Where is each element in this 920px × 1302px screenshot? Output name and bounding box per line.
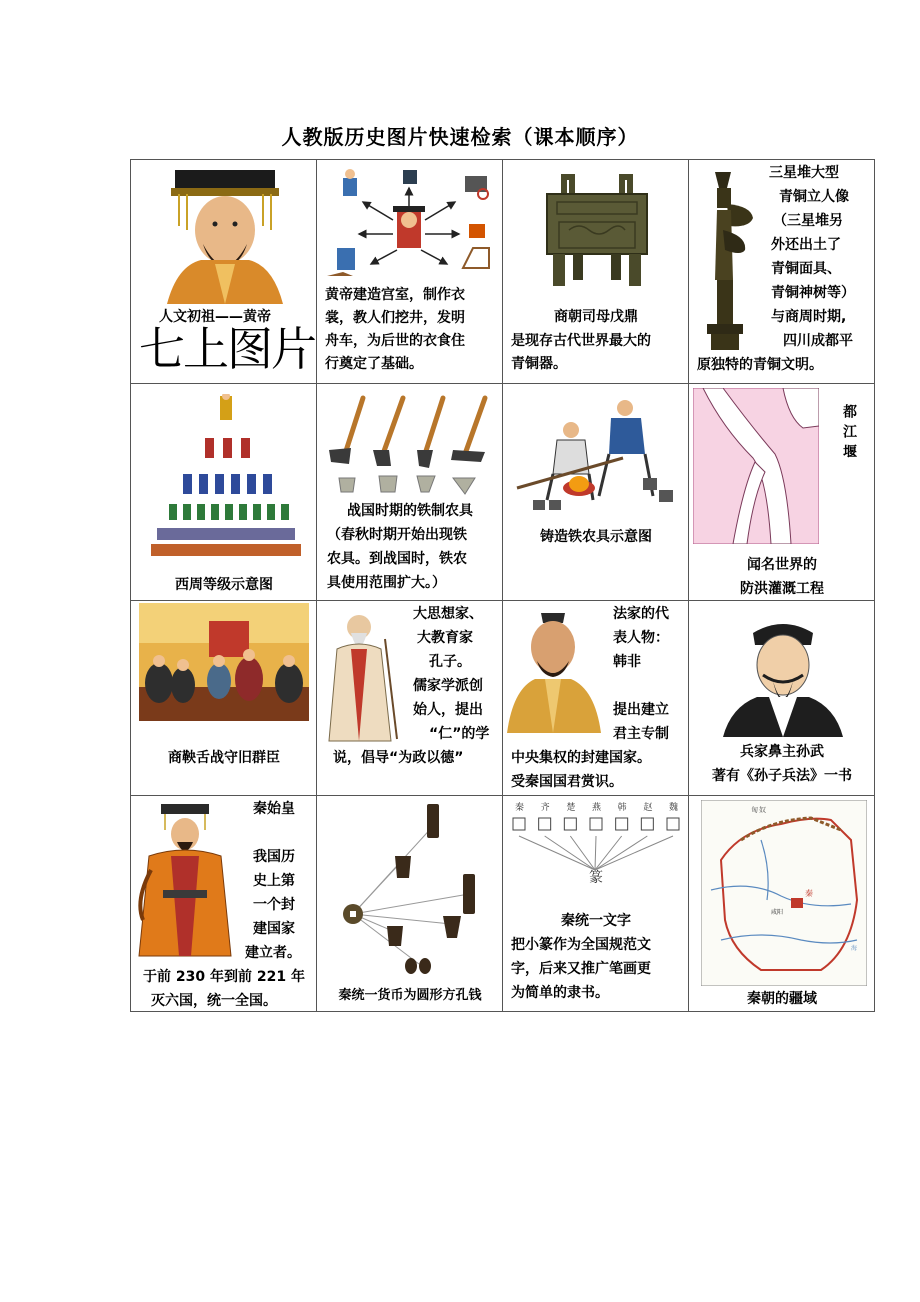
title-iron-tools: 战国时期的铁制农具 <box>347 503 473 519</box>
caption-iron-casting: 铸造铁农具示意图 <box>540 529 652 545</box>
cell-huangdi-inventions <box>317 160 503 384</box>
caption-qin-shihuang-3: 史上第 <box>253 873 295 889</box>
script-connector-6 <box>595 836 673 870</box>
qin-shihuang-image <box>135 800 235 964</box>
cell-sanxingdui <box>689 160 875 384</box>
cell-confucius <box>317 601 503 796</box>
caption-shang-yang: 商鞅舌战守旧群臣 <box>168 750 280 766</box>
caption-qin-shihuang-5: 建国家 <box>253 921 295 937</box>
caption-qin-shihuang-6: 建立者。 <box>245 945 301 961</box>
confucius-image <box>325 609 401 745</box>
page-title: 人教版历史图片快速检索（课本顺序） <box>281 125 639 149</box>
title-qin-script: 秦统一文字 <box>561 913 631 929</box>
caption-dujiangyan-2: 防洪灌溉工程 <box>740 581 824 597</box>
cell-qin-shihuang <box>131 796 317 1012</box>
caption-qin-script-1: 把小篆作为全国规范文 <box>511 937 651 953</box>
script-glyph-3 <box>590 818 602 830</box>
caption-han-fei-3: 韩非 <box>613 654 641 670</box>
caption-huangdi-inventions-3: 舟车，为后世的衣食住 <box>325 333 465 349</box>
caption-confucius-3: 孔子。 <box>429 654 471 670</box>
caption-iron-tools-1: （春秋时期开始出现铁 <box>327 527 467 543</box>
qin-map-image <box>701 800 867 986</box>
caption-sanxingdui-5: 青铜面具、 <box>771 261 841 277</box>
caption-han-fei-2: 表人物： <box>613 630 669 646</box>
cell-western-zhou-hierarchy <box>131 384 317 601</box>
cell-dujiangyan <box>689 384 875 601</box>
caption-western-zhou-hierarchy: 西周等级示意图 <box>175 577 273 593</box>
script-connector-1 <box>545 836 595 870</box>
caption-qin-shihuang-4: 一个封 <box>253 897 295 913</box>
dujiangyan-vertical-label: 都江堰 <box>841 404 857 464</box>
script-glyph-1 <box>539 818 551 830</box>
caption-confucius-1: 大思想家、 <box>413 606 483 622</box>
cell-iron-tools <box>317 384 503 601</box>
cell-shang-yang <box>131 601 317 796</box>
caption-qin-script-2: 字，后来又推广笔画更 <box>511 961 651 977</box>
caption-simuwu-ding-2: 青铜器。 <box>511 356 567 372</box>
cell-qin-currency <box>317 796 503 1012</box>
dujiangyan-map-image <box>693 388 819 544</box>
sun-wu-image <box>723 619 843 737</box>
caption-han-fei-1: 法家的代 <box>613 606 669 622</box>
caption-han-fei-5: 君主专制 <box>613 726 669 742</box>
map-label-nu: 奴 <box>759 806 766 814</box>
state-label-2: 楚 <box>566 803 576 813</box>
caption-confucius-5: 始人，提出 <box>413 702 483 718</box>
map-label-xiongnu: 匈 <box>751 806 758 814</box>
state-label-4: 韩 <box>617 803 627 813</box>
unified-script-glyph: 篆 <box>589 870 603 886</box>
caption-qin-shihuang-8: 灭六国，统一全国。 <box>151 993 277 1009</box>
cell-qin-script <box>503 796 689 1012</box>
inventions-diagram-image <box>323 164 497 282</box>
sanxingdui-statue-image <box>697 170 757 352</box>
caption-iron-tools-3: 具使用范围扩大。） <box>327 575 446 591</box>
caption-sanxingdui-3: （三星堆另 <box>773 213 843 229</box>
script-glyph-6 <box>667 818 679 830</box>
script-glyph-0 <box>513 818 525 830</box>
bronze-ding-image <box>539 170 655 290</box>
caption-huangdi-inventions-1: 黄帝建造宫室，制作衣 <box>325 287 465 303</box>
handwritten-note: 七上图片 <box>139 322 315 376</box>
cell-qin-territory <box>689 796 875 1012</box>
cell-simuwu-ding <box>503 160 689 384</box>
caption-huangdi-inventions-2: 裳，教人们挖井，发明 <box>325 310 465 326</box>
caption-sun-wu-1: 兵家鼻主孙武 <box>740 744 824 760</box>
script-connector-5 <box>595 836 647 870</box>
script-connector-0 <box>519 836 595 870</box>
caption-sun-wu-2: 著有《孙子兵法》一书 <box>712 768 852 784</box>
caption-sanxingdui-4: 外还出土了 <box>771 237 841 253</box>
huangdi-portrait-image <box>157 164 293 304</box>
caption-confucius-4: 儒家学派创 <box>413 678 483 694</box>
cell-iron-casting <box>503 384 689 601</box>
script-diagram-image <box>509 800 683 886</box>
cell-huangdi <box>131 160 317 384</box>
caption-sanxingdui-6: 青铜神树等） <box>771 285 855 301</box>
caption-confucius-6: “仁”的学 <box>429 726 490 742</box>
hierarchy-pyramid-image <box>151 394 301 560</box>
han-fei-image <box>507 609 603 733</box>
script-connector-4 <box>595 836 622 870</box>
caption-dujiangyan-1: 闻名世界的 <box>747 557 817 573</box>
caption-iron-tools-2: 农具。到战国时，铁农 <box>327 551 467 567</box>
caption-simuwu-ding-1: 是现存古代世界最大的 <box>511 333 651 349</box>
script-glyph-2 <box>564 818 576 830</box>
state-label-5: 赵 <box>643 803 653 813</box>
title-simuwu-ding: 商朝司母戊鼎 <box>554 309 638 325</box>
script-glyph-4 <box>616 818 628 830</box>
casting-scene-image <box>513 396 679 514</box>
map-label-xianyang: 咸阳 <box>771 909 784 916</box>
script-connector-3 <box>595 836 596 870</box>
state-label-0: 秦 <box>515 803 525 813</box>
caption-confucius-7: 说，倡导“为政以德” <box>333 750 464 766</box>
state-label-3: 燕 <box>592 803 602 813</box>
caption-huangdi-inventions-4: 行奠定了基础。 <box>325 356 423 372</box>
caption-confucius-2: 大教育家 <box>417 630 473 646</box>
caption-han-fei-4: 提出建立 <box>613 702 669 718</box>
caption-sanxingdui-2: 青铜立人像 <box>779 189 849 205</box>
state-label-1: 齐 <box>540 803 550 813</box>
cell-sun-wu <box>689 601 875 796</box>
caption-sanxingdui-1: 三星堆大型 <box>769 165 839 181</box>
caption-qin-shihuang-1: 秦始皇 <box>253 801 295 817</box>
shang-yang-court-image <box>139 603 309 721</box>
caption-han-fei-7: 受秦国国君赏识。 <box>511 774 623 790</box>
caption-qin-shihuang-2: 我国历 <box>253 849 295 865</box>
coins-diagram-image <box>339 804 489 980</box>
state-label-6: 魏 <box>669 803 679 813</box>
caption-qin-currency: 秦统一货币为圆形方孔钱 <box>338 988 482 1003</box>
caption-han-fei-6: 中央集权的封建国家。 <box>511 750 651 766</box>
map-label-sea: 海 <box>851 945 858 952</box>
caption-qin-script-3: 为简单的隶书。 <box>511 985 609 1001</box>
cell-han-fei <box>503 601 689 796</box>
caption-qin-territory: 秦朝的疆域 <box>747 991 817 1007</box>
script-glyph-5 <box>641 818 653 830</box>
caption-qin-shihuang-7: 于前 230 年到前 221 年 <box>143 969 305 985</box>
map-label-qin: 秦 <box>805 889 813 898</box>
caption-sanxingdui-7: 与商周时期, <box>771 309 847 325</box>
caption-sanxingdui-8: 四川成都平 <box>783 333 853 349</box>
caption-sanxingdui-9: 原独特的青铜文明。 <box>697 357 823 373</box>
iron-tools-image <box>325 392 495 498</box>
picture-index-table <box>130 159 875 1012</box>
caption-huangdi: 人文初祖——黄帝 <box>159 309 271 325</box>
